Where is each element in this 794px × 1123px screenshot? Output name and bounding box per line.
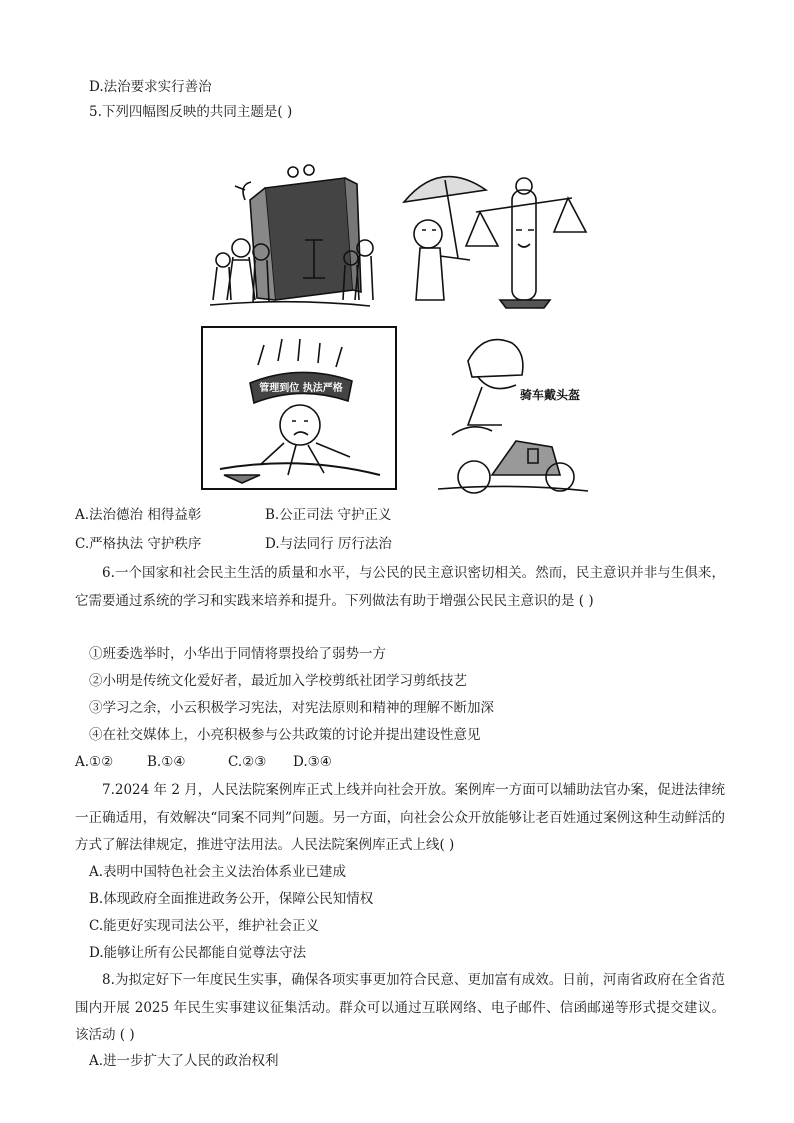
q5-option-d: D.与法同行 厉行法治	[265, 536, 392, 552]
q4-option-d: D.法治要求实行善治	[89, 79, 212, 95]
q7-option-c: C.能更好实现司法公平，维护社会正义	[89, 918, 320, 934]
q6-item-3: ③学习之余，小云积极学习宪法，对宪法原则和精神的理解不断加深	[89, 700, 494, 716]
q6-option-b: B.①④	[147, 754, 186, 770]
cartoon-strict-enforcement	[200, 325, 398, 491]
cartoon-law-book	[205, 160, 375, 312]
q7-stem: 7.2024 年 2 月，人民法院案例库正式上线并向社会开放。案例库一方面可以辅助法官办案，促进法律统一正确适用，有效解决“同案不同判”问题。另一方面，向社会公众开放能够让老百姓通过案例这种生动鲜活的方式了解法律规定，推进守法用法。人民法院案例库正式上线( )	[75, 782, 725, 853]
cartoon3-banner-text: 管理到位 执法严格	[259, 383, 343, 394]
q6-stem: 6.一个国家和社会民主生活的质量和水平，与公民的民主意识密切相关。然而，民主意识并非与生俱来，它需要通过系统的学习和实践来培养和提升。下列做法有助于增强公民民主意识的是 ( )	[75, 565, 725, 609]
cartoon-helmet-rider	[432, 325, 592, 497]
q6-item-4: ④在社交媒体上，小亮积极参与公共政策的讨论并提出建设性意见	[89, 727, 481, 743]
q5-option-a: A.法治德治 相得益彰	[75, 507, 202, 523]
q5-stem: 5.下列四幅图反映的共同主题是( )	[89, 104, 293, 120]
q6-option-d: D.③④	[293, 754, 332, 770]
q7-option-a: A.表明中国特色社会主义法治体系业已建成	[89, 864, 347, 880]
q6-item-2: ②小明是传统文化爱好者，最近加入学校剪纸社团学习剪纸技艺	[89, 673, 467, 689]
q8-option-a: A.进一步扩大了人民的政治权利	[89, 1053, 279, 1069]
q7-option-d: D.能够让所有公民都能自觉尊法守法	[89, 945, 307, 961]
q7-option-b: B.体现政府全面推进政务公开，保障公民知情权	[89, 891, 374, 907]
cartoon-scales-umbrella	[400, 160, 590, 312]
q6-item-1: ①班委选举时，小华出于同情将票投给了弱势一方	[89, 646, 386, 662]
q8-stem: 8.为拟定好下一年度民生实事，确保各项实事更加符合民意、更加富有成效。日前，河南省政府在全省范围内开展 2025 年民生实事建议征集活动。群众可以通过互联网络、电子邮件、信函邮递等形式提交建议。该活动 ( )	[75, 972, 725, 1043]
cartoon4-caption: 骑车戴头盔	[519, 388, 581, 402]
q5-option-c: C.严格执法 守护秩序	[75, 536, 202, 552]
q6-option-a: A.①②	[75, 754, 114, 770]
q5-option-b: B.公正司法 守护正义	[265, 507, 392, 523]
q6-option-c: C.②③	[228, 754, 267, 770]
